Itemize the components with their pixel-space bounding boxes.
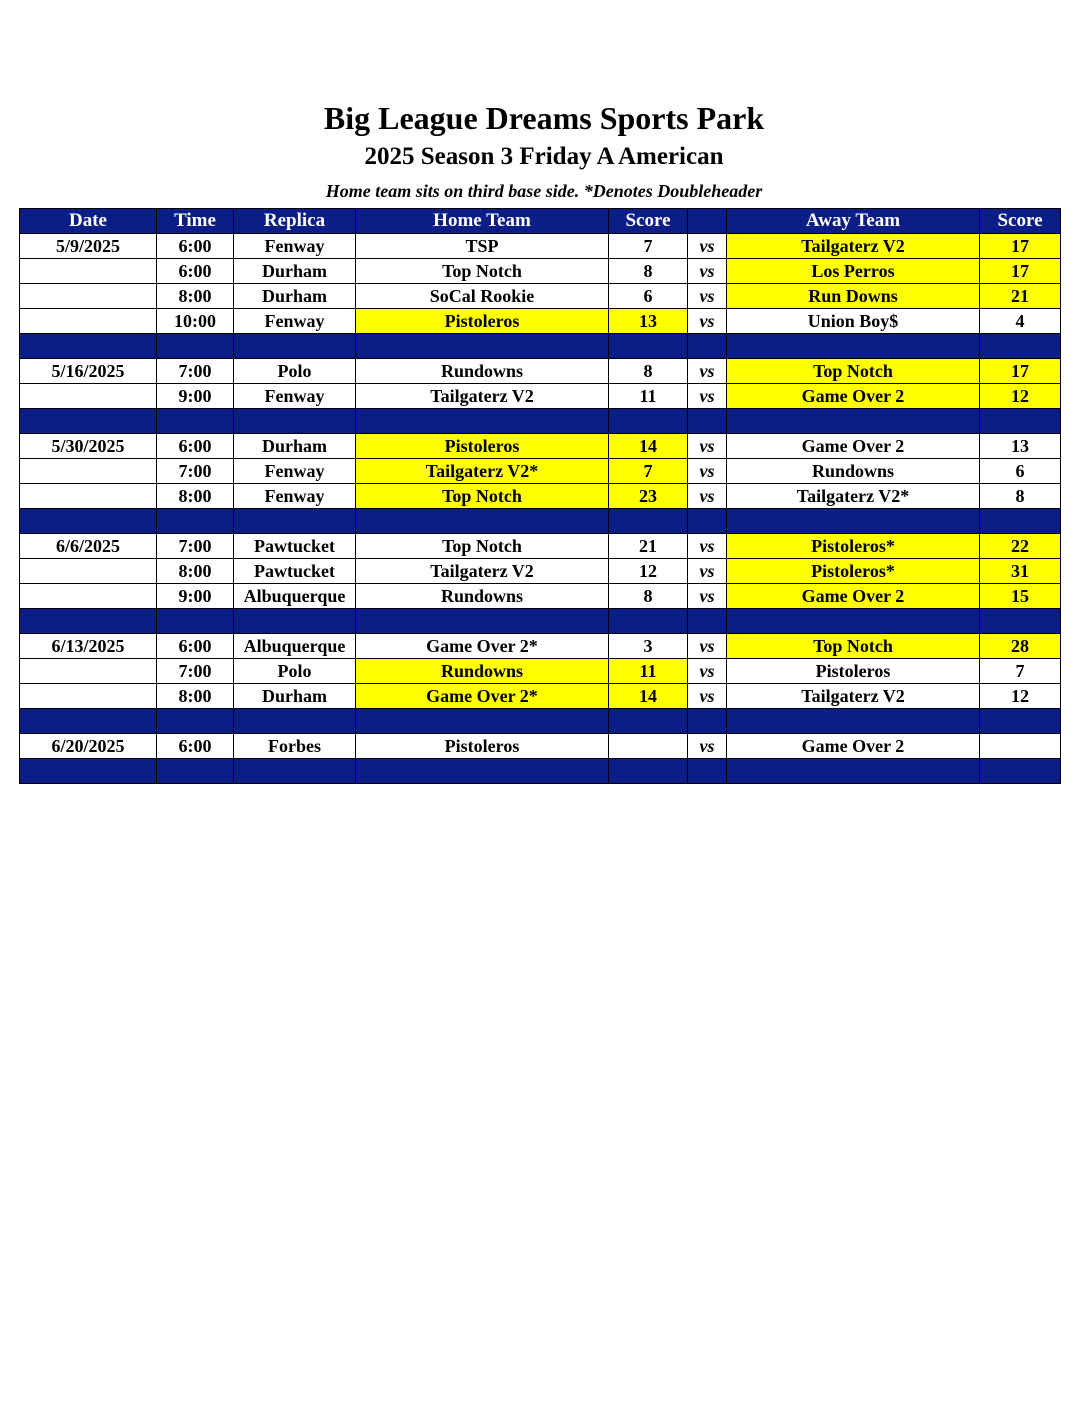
- separator-cell: [234, 334, 356, 359]
- cell-time: 9:00: [157, 584, 234, 609]
- cell-away-score: 4: [980, 309, 1061, 334]
- separator-row: [20, 409, 1061, 434]
- cell-date: [20, 684, 157, 709]
- separator-cell: [727, 709, 980, 734]
- separator-cell: [609, 509, 688, 534]
- cell-replica: Fenway: [234, 384, 356, 409]
- cell-date: 5/30/2025: [20, 434, 157, 459]
- cell-home-score: 11: [609, 659, 688, 684]
- separator-cell: [980, 759, 1061, 784]
- cell-home-team: Pistoleros: [356, 309, 609, 334]
- cell-away-team: Rundowns: [727, 459, 980, 484]
- cell-home-score: 8: [609, 359, 688, 384]
- table-row: [20, 309, 1061, 334]
- cell-home-team: Top Notch: [356, 259, 609, 284]
- cell-vs: vs: [688, 559, 727, 584]
- separator-cell: [20, 709, 157, 734]
- separator-cell: [980, 409, 1061, 434]
- separator-cell: [980, 709, 1061, 734]
- cell-vs: vs: [688, 584, 727, 609]
- table-row: [20, 734, 1061, 759]
- cell-home-score: 12: [609, 559, 688, 584]
- cell-vs: vs: [688, 634, 727, 659]
- cell-away-team: Los Perros: [727, 259, 980, 284]
- cell-away-score: 28: [980, 634, 1061, 659]
- cell-time: 6:00: [157, 234, 234, 259]
- cell-home-team: Tailgaterz V2: [356, 384, 609, 409]
- cell-vs: vs: [688, 284, 727, 309]
- cell-date: [20, 484, 157, 509]
- cell-home-score: [609, 734, 688, 759]
- cell-home-team: Rundowns: [356, 659, 609, 684]
- cell-home-team: SoCal Rookie: [356, 284, 609, 309]
- separator-cell: [980, 609, 1061, 634]
- cell-home-team: Game Over 2*: [356, 684, 609, 709]
- cell-replica: Durham: [234, 259, 356, 284]
- col-header-time: Time: [157, 209, 234, 234]
- separator-cell: [234, 409, 356, 434]
- cell-time: 7:00: [157, 534, 234, 559]
- cell-date: [20, 459, 157, 484]
- cell-away-team: Pistoleros: [727, 659, 980, 684]
- col-header-home-team: Home Team: [356, 209, 609, 234]
- cell-date: [20, 559, 157, 584]
- separator-row: [20, 709, 1061, 734]
- cell-vs: vs: [688, 384, 727, 409]
- cell-home-team: Rundowns: [356, 359, 609, 384]
- table-row: [20, 559, 1061, 584]
- schedule-table: [19, 208, 1061, 784]
- col-header-date: Date: [20, 209, 157, 234]
- cell-replica: Polo: [234, 359, 356, 384]
- cell-away-score: 22: [980, 534, 1061, 559]
- cell-time: 8:00: [157, 684, 234, 709]
- separator-row: [20, 759, 1061, 784]
- cell-date: [20, 309, 157, 334]
- cell-time: 7:00: [157, 359, 234, 384]
- cell-away-score: 13: [980, 434, 1061, 459]
- cell-time: 7:00: [157, 659, 234, 684]
- col-header-away-score: Score: [980, 209, 1061, 234]
- cell-home-score: 3: [609, 634, 688, 659]
- cell-away-score: 17: [980, 234, 1061, 259]
- separator-cell: [20, 334, 157, 359]
- separator-row: [20, 334, 1061, 359]
- cell-date: 6/13/2025: [20, 634, 157, 659]
- separator-cell: [609, 759, 688, 784]
- cell-home-team: Tailgaterz V2: [356, 559, 609, 584]
- cell-away-team: Game Over 2: [727, 384, 980, 409]
- separator-cell: [356, 759, 609, 784]
- cell-vs: vs: [688, 684, 727, 709]
- cell-replica: Fenway: [234, 234, 356, 259]
- separator-cell: [234, 609, 356, 634]
- cell-replica: Fenway: [234, 309, 356, 334]
- cell-away-score: 21: [980, 284, 1061, 309]
- cell-away-team: Tailgaterz V2*: [727, 484, 980, 509]
- cell-time: 6:00: [157, 734, 234, 759]
- cell-away-team: Game Over 2: [727, 734, 980, 759]
- cell-time: 10:00: [157, 309, 234, 334]
- cell-replica: Forbes: [234, 734, 356, 759]
- separator-cell: [609, 609, 688, 634]
- separator-cell: [356, 609, 609, 634]
- separator-cell: [20, 759, 157, 784]
- table-row: [20, 459, 1061, 484]
- cell-away-score: 12: [980, 384, 1061, 409]
- page-subtitle: 2025 Season 3 Friday A American: [364, 143, 724, 170]
- cell-home-score: 8: [609, 259, 688, 284]
- cell-replica: Fenway: [234, 484, 356, 509]
- cell-home-team: Top Notch: [356, 534, 609, 559]
- cell-time: 9:00: [157, 384, 234, 409]
- cell-vs: vs: [688, 734, 727, 759]
- col-header-home-score: Score: [609, 209, 688, 234]
- separator-cell: [20, 409, 157, 434]
- cell-date: [20, 659, 157, 684]
- cell-away-score: 8: [980, 484, 1061, 509]
- separator-cell: [356, 409, 609, 434]
- table-row: [20, 684, 1061, 709]
- separator-cell: [688, 509, 727, 534]
- cell-away-team: Pistoleros*: [727, 559, 980, 584]
- cell-home-team: TSP: [356, 234, 609, 259]
- separator-cell: [727, 409, 980, 434]
- cell-away-score: 15: [980, 584, 1061, 609]
- cell-replica: Albuquerque: [234, 634, 356, 659]
- table-row: [20, 259, 1061, 284]
- cell-time: 7:00: [157, 459, 234, 484]
- col-header-away-team: Away Team: [727, 209, 980, 234]
- cell-away-score: 6: [980, 459, 1061, 484]
- table-row: [20, 384, 1061, 409]
- table-row: [20, 484, 1061, 509]
- table-row: [20, 284, 1061, 309]
- schedule-note: Home team sits on third base side. *Denotes Doubleheader: [325, 181, 763, 201]
- table-row: [20, 234, 1061, 259]
- separator-row: [20, 609, 1061, 634]
- cell-away-team: Tailgaterz V2: [727, 234, 980, 259]
- separator-cell: [980, 334, 1061, 359]
- cell-date: 6/6/2025: [20, 534, 157, 559]
- cell-vs: vs: [688, 534, 727, 559]
- cell-home-score: 11: [609, 384, 688, 409]
- col-header-vs: [688, 209, 727, 234]
- table-row: [20, 634, 1061, 659]
- separator-cell: [688, 709, 727, 734]
- cell-replica: Durham: [234, 284, 356, 309]
- separator-cell: [20, 609, 157, 634]
- separator-cell: [688, 609, 727, 634]
- cell-home-score: 21: [609, 534, 688, 559]
- col-header-replica: Replica: [234, 209, 356, 234]
- table-row: [20, 434, 1061, 459]
- separator-cell: [688, 409, 727, 434]
- cell-home-score: 7: [609, 234, 688, 259]
- separator-cell: [609, 334, 688, 359]
- separator-cell: [157, 709, 234, 734]
- cell-away-score: 17: [980, 359, 1061, 384]
- separator-cell: [234, 759, 356, 784]
- cell-away-team: Top Notch: [727, 634, 980, 659]
- header-row: [20, 209, 1061, 234]
- cell-home-team: Pistoleros: [356, 734, 609, 759]
- cell-away-team: Run Downs: [727, 284, 980, 309]
- separator-cell: [157, 334, 234, 359]
- separator-cell: [609, 709, 688, 734]
- cell-date: 6/20/2025: [20, 734, 157, 759]
- separator-cell: [234, 709, 356, 734]
- cell-away-team: Game Over 2: [727, 434, 980, 459]
- cell-away-score: 17: [980, 259, 1061, 284]
- cell-home-team: Game Over 2*: [356, 634, 609, 659]
- cell-time: 8:00: [157, 484, 234, 509]
- cell-home-score: 14: [609, 684, 688, 709]
- cell-time: 6:00: [157, 434, 234, 459]
- separator-cell: [727, 609, 980, 634]
- separator-cell: [609, 409, 688, 434]
- cell-home-score: 13: [609, 309, 688, 334]
- cell-vs: vs: [688, 234, 727, 259]
- cell-date: [20, 384, 157, 409]
- cell-replica: Durham: [234, 434, 356, 459]
- cell-away-team: Top Notch: [727, 359, 980, 384]
- table-row: [20, 534, 1061, 559]
- cell-date: [20, 284, 157, 309]
- separator-cell: [157, 759, 234, 784]
- cell-away-team: Pistoleros*: [727, 534, 980, 559]
- cell-date: [20, 259, 157, 284]
- cell-away-score: 12: [980, 684, 1061, 709]
- cell-date: [20, 584, 157, 609]
- cell-home-score: 7: [609, 459, 688, 484]
- cell-replica: Polo: [234, 659, 356, 684]
- cell-time: 8:00: [157, 559, 234, 584]
- cell-replica: Pawtucket: [234, 559, 356, 584]
- cell-vs: vs: [688, 659, 727, 684]
- separator-cell: [234, 509, 356, 534]
- cell-away-score: [980, 734, 1061, 759]
- cell-away-score: 31: [980, 559, 1061, 584]
- cell-replica: Albuquerque: [234, 584, 356, 609]
- separator-cell: [688, 334, 727, 359]
- separator-cell: [727, 334, 980, 359]
- cell-home-score: 23: [609, 484, 688, 509]
- cell-date: 5/16/2025: [20, 359, 157, 384]
- cell-away-score: 7: [980, 659, 1061, 684]
- cell-replica: Durham: [234, 684, 356, 709]
- separator-cell: [727, 759, 980, 784]
- separator-cell: [688, 759, 727, 784]
- cell-home-team: Top Notch: [356, 484, 609, 509]
- cell-time: 8:00: [157, 284, 234, 309]
- cell-time: 6:00: [157, 634, 234, 659]
- cell-vs: vs: [688, 434, 727, 459]
- separator-cell: [980, 509, 1061, 534]
- separator-cell: [356, 709, 609, 734]
- separator-row: [20, 509, 1061, 534]
- separator-cell: [356, 509, 609, 534]
- schedule-body: [20, 234, 1061, 784]
- table-row: [20, 359, 1061, 384]
- cell-away-team: Union Boy$: [727, 309, 980, 334]
- cell-vs: vs: [688, 259, 727, 284]
- separator-cell: [157, 509, 234, 534]
- separator-cell: [20, 509, 157, 534]
- cell-date: 5/9/2025: [20, 234, 157, 259]
- separator-cell: [727, 509, 980, 534]
- separator-cell: [356, 334, 609, 359]
- cell-home-team: Pistoleros: [356, 434, 609, 459]
- separator-cell: [157, 409, 234, 434]
- cell-home-team: Tailgaterz V2*: [356, 459, 609, 484]
- table-row: [20, 659, 1061, 684]
- cell-away-team: Tailgaterz V2: [727, 684, 980, 709]
- cell-vs: vs: [688, 459, 727, 484]
- cell-home-score: 14: [609, 434, 688, 459]
- cell-home-team: Rundowns: [356, 584, 609, 609]
- cell-vs: vs: [688, 484, 727, 509]
- cell-vs: vs: [688, 359, 727, 384]
- cell-replica: Pawtucket: [234, 534, 356, 559]
- cell-home-score: 8: [609, 584, 688, 609]
- cell-away-team: Game Over 2: [727, 584, 980, 609]
- separator-cell: [157, 609, 234, 634]
- table-row: [20, 584, 1061, 609]
- page-title: Big League Dreams Sports Park: [323, 100, 765, 136]
- cell-home-score: 6: [609, 284, 688, 309]
- cell-vs: vs: [688, 309, 727, 334]
- cell-time: 6:00: [157, 259, 234, 284]
- cell-replica: Fenway: [234, 459, 356, 484]
